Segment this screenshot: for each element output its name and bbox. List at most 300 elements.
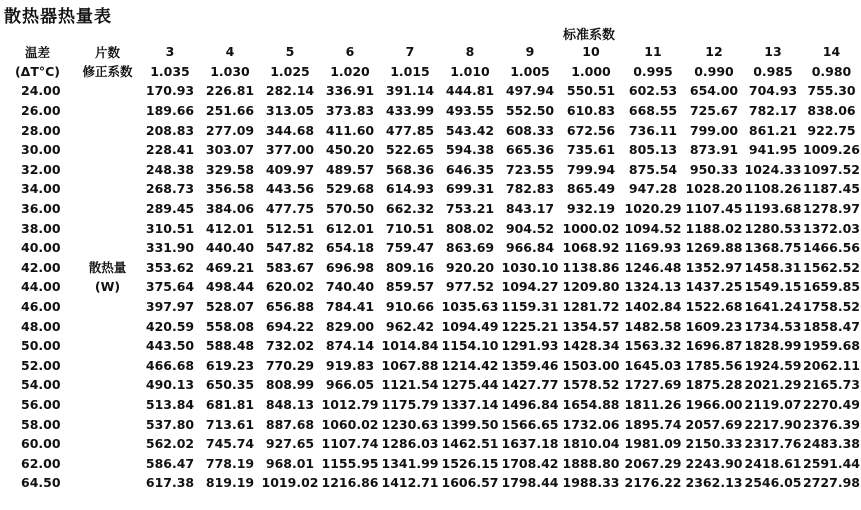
heat-value-cell: 1637.18 [501, 436, 559, 452]
temp-diff-cell: 58.00 [21, 416, 61, 432]
heat-value-cell: 1895.74 [624, 416, 682, 432]
heat-value-cell: 755.30 [807, 83, 856, 99]
heat-value-cell: 497.94 [505, 83, 555, 99]
heat-value-cell: 562.02 [145, 436, 195, 452]
heat-value-cell: 1758.52 [803, 299, 860, 315]
temp-diff-cell: 40.00 [21, 240, 61, 256]
heat-value-cell: 529.68 [325, 181, 375, 197]
heat-value-cell: 1645.03 [624, 357, 682, 373]
heat-value-cell: 336.91 [325, 83, 375, 99]
heat-value-cell: 1169.93 [624, 240, 682, 256]
heat-value-cell: 665.36 [505, 142, 555, 158]
temp-diff-cell: 60.00 [21, 436, 61, 452]
heat-value-cell: 2591.44 [803, 455, 860, 471]
heat-value-cell: 612.01 [325, 220, 375, 236]
heat-value-cell: 344.68 [265, 122, 315, 138]
section-count-cell: 3 [165, 44, 175, 60]
heat-value-cell: 1020.29 [624, 201, 682, 217]
heat-value-cell: 469.21 [205, 259, 255, 275]
heat-value-cell: 1609.23 [685, 318, 743, 334]
heat-value-cell: 391.14 [385, 83, 435, 99]
heat-value-cell: 1159.31 [501, 299, 559, 315]
heat-value-cell: 799.94 [566, 161, 616, 177]
heat-value-cell: 2176.22 [624, 475, 682, 491]
heat-value-cell: 170.93 [145, 83, 195, 99]
heat-value-cell: 1810.04 [562, 436, 620, 452]
heat-value-cell: 2270.49 [803, 396, 860, 412]
heat-value-cell: 228.41 [145, 142, 195, 158]
heat-value-cell: 477.85 [385, 122, 435, 138]
heat-value-cell: 303.07 [205, 142, 255, 158]
sections-label: 片数 [94, 44, 120, 60]
heat-value-cell: 522.65 [385, 142, 435, 158]
heat-value-cell: 594.38 [445, 142, 495, 158]
spacer-cell [75, 473, 140, 493]
spacer-cell [75, 120, 140, 140]
table-row [0, 473, 861, 493]
temp-diff-cell: 32.00 [21, 161, 61, 177]
table-row [0, 277, 861, 297]
standard-coefficient-label: 标准系数 [562, 28, 615, 43]
heat-value-cell: 1354.57 [562, 318, 620, 334]
heat-value-cell: 681.81 [205, 396, 255, 412]
heat-value-cell: 226.81 [205, 83, 255, 99]
correction-coefficient-cell: 1.020 [330, 63, 370, 79]
heat-value-cell: 977.52 [445, 279, 495, 295]
heat-value-cell: 498.44 [205, 279, 255, 295]
heat-output-table [0, 42, 861, 493]
heat-value-cell: 723.55 [505, 161, 555, 177]
heat-value-cell: 1734.53 [744, 318, 802, 334]
heat-value-cell: 1888.80 [562, 455, 620, 471]
heat-value-cell: 384.06 [205, 201, 255, 217]
heat-value-cell: 1427.77 [501, 377, 559, 393]
section-count-cell: 9 [525, 44, 535, 60]
heat-value-cell: 1216.86 [321, 475, 379, 491]
heat-value-cell: 1286.03 [381, 436, 439, 452]
table-row [0, 453, 861, 473]
heat-value-cell: 1732.06 [562, 416, 620, 432]
heat-value-cell: 843.17 [505, 201, 555, 217]
heat-value-cell: 808.99 [265, 377, 315, 393]
temp-diff-cell: 28.00 [21, 122, 61, 138]
heat-value-cell: 1496.84 [501, 396, 559, 412]
table-row [0, 414, 861, 434]
correction-coefficient-cell: 1.005 [510, 63, 550, 79]
spacer-cell [75, 356, 140, 376]
heat-value-cell: 710.51 [385, 220, 435, 236]
heat-value-cell: 547.82 [265, 240, 315, 256]
heat-value-cell: 873.91 [689, 142, 739, 158]
heat-value-cell: 656.88 [265, 299, 315, 315]
heat-value-cell: 654.18 [325, 240, 375, 256]
heat-value-cell: 1280.53 [744, 220, 802, 236]
heat-value-cell: 443.56 [265, 181, 315, 197]
heat-value-cell: 1696.87 [685, 338, 743, 354]
heat-value-cell: 610.83 [566, 103, 616, 119]
heat-value-cell: 620.02 [265, 279, 315, 295]
correction-coefficient-cell: 1.000 [571, 63, 611, 79]
heat-value-cell: 1028.20 [685, 181, 743, 197]
heat-value-cell: 672.56 [566, 122, 616, 138]
heat-value-cell: 1107.45 [685, 201, 743, 217]
table-row [0, 218, 861, 238]
heat-value-cell: 699.31 [445, 181, 495, 197]
header-row-coefficients [0, 62, 861, 82]
spacer-cell [75, 395, 140, 415]
heat-value-cell: 1578.52 [562, 377, 620, 393]
heat-value-cell: 570.50 [325, 201, 375, 217]
heat-value-cell: 1372.03 [803, 220, 860, 236]
heat-value-cell: 1269.88 [685, 240, 743, 256]
spacer-cell [75, 336, 140, 356]
heat-value-cell: 277.09 [205, 122, 255, 138]
section-count-cell: 8 [465, 44, 475, 60]
heat-value-cell: 1466.56 [803, 240, 860, 256]
heat-value-cell: 586.47 [145, 455, 195, 471]
heat-value-cell: 1654.88 [562, 396, 620, 412]
spacer-cell [75, 238, 140, 258]
heat-value-cell: 713.61 [205, 416, 255, 432]
heat-value-cell: 1094.49 [441, 318, 499, 334]
table-row [0, 297, 861, 317]
heat-value-cell: 489.57 [325, 161, 375, 177]
temp-diff-cell: 62.00 [21, 455, 61, 471]
heat-value-cell: 968.01 [265, 455, 315, 471]
temp-diff-cell: 54.00 [21, 377, 61, 393]
heat-value-cell: 2119.07 [744, 396, 802, 412]
heat-value-cell: 778.19 [205, 455, 255, 471]
heat-value-cell: 1337.14 [441, 396, 499, 412]
heat-value-cell: 1727.69 [624, 377, 682, 393]
heat-value-cell: 1324.13 [624, 279, 682, 295]
heat-value-cell: 650.35 [205, 377, 255, 393]
spacer-cell [75, 453, 140, 473]
spacer-cell [75, 375, 140, 395]
heat-value-cell: 450.20 [325, 142, 375, 158]
heat-value-cell: 1225.21 [501, 318, 559, 334]
heat-value-cell: 1798.44 [501, 475, 559, 491]
heat-value-cell: 848.13 [265, 396, 315, 412]
table-row [0, 375, 861, 395]
table-row [0, 140, 861, 160]
heat-value-cell: 1368.75 [744, 240, 802, 256]
heat-value-cell: 2317.76 [744, 436, 802, 452]
heat-value-cell: 759.47 [385, 240, 435, 256]
heat-value-cell: 1230.63 [381, 416, 439, 432]
heat-value-cell: 740.40 [325, 279, 375, 295]
heat-value-cell: 552.50 [505, 103, 555, 119]
heat-value-cell: 782.17 [748, 103, 798, 119]
heat-output-label: 散热量 [88, 260, 127, 276]
heat-value-cell: 1108.26 [744, 181, 802, 197]
heat-value-cell: 1094.27 [501, 279, 559, 295]
table-row [0, 238, 861, 258]
heat-value-cell: 310.51 [145, 220, 195, 236]
heat-value-cell: 1281.72 [562, 299, 620, 315]
heat-value-cell: 420.59 [145, 318, 195, 334]
heat-value-cell: 753.21 [445, 201, 495, 217]
heat-value-cell: 799.00 [689, 122, 739, 138]
heat-value-cell: 654.00 [689, 83, 739, 99]
heat-value-cell: 602.53 [628, 83, 678, 99]
heat-value-cell: 1024.33 [744, 161, 802, 177]
heat-value-cell: 920.20 [445, 259, 495, 275]
table-row [0, 199, 861, 219]
heat-value-cell: 1399.50 [441, 416, 499, 432]
heat-value-cell: 1785.56 [685, 357, 743, 373]
heat-value-cell: 1549.15 [744, 279, 802, 295]
section-count-cell: 10 [582, 44, 600, 60]
heat-value-cell: 904.52 [505, 220, 555, 236]
correction-coefficient-cell: 1.015 [390, 63, 430, 79]
section-count-cell: 13 [764, 44, 782, 60]
heat-output-unit: (W) [94, 279, 121, 295]
heat-value-cell: 2067.29 [624, 455, 682, 471]
heat-value-cell: 947.28 [628, 181, 678, 197]
heat-value-cell: 1097.52 [803, 161, 860, 177]
correction-coefficient-cell: 0.985 [753, 63, 793, 79]
section-count-cell: 5 [285, 44, 295, 60]
heat-value-cell: 282.14 [265, 83, 315, 99]
heat-value-cell: 1014.84 [381, 338, 439, 354]
heat-value-cell: 353.62 [145, 259, 195, 275]
heat-value-cell: 558.08 [205, 318, 255, 334]
heat-value-cell: 932.19 [566, 201, 616, 217]
heat-value-cell: 736.11 [628, 122, 678, 138]
heat-value-cell: 583.67 [265, 259, 315, 275]
table-row [0, 160, 861, 180]
temp-diff-cell: 26.00 [21, 103, 61, 119]
section-count-cell: 7 [405, 44, 415, 60]
heat-value-cell: 704.93 [748, 83, 798, 99]
correction-coefficient-cell: 1.025 [270, 63, 310, 79]
heat-value-cell: 2021.29 [744, 377, 802, 393]
section-count-cell: 6 [345, 44, 355, 60]
table-row [0, 81, 861, 101]
heat-value-cell: 1858.47 [803, 318, 860, 334]
heat-value-cell: 512.51 [265, 220, 315, 236]
correction-coefficient-cell: 0.980 [811, 63, 852, 79]
heat-value-cell: 2057.69 [685, 416, 743, 432]
heat-value-cell: 927.65 [265, 436, 315, 452]
heat-value-cell: 1187.45 [803, 181, 860, 197]
temp-diff-cell: 34.00 [21, 181, 61, 197]
table-row [0, 179, 861, 199]
heat-value-cell: 1566.65 [501, 416, 559, 432]
heat-value-cell: 1155.95 [321, 455, 379, 471]
heat-value-cell: 248.38 [145, 161, 195, 177]
heat-value-cell: 735.61 [566, 142, 616, 158]
spacer-cell [75, 218, 140, 238]
heat-value-cell: 725.67 [689, 103, 739, 119]
temp-diff-cell: 30.00 [21, 142, 61, 158]
table-row [0, 258, 861, 278]
heat-value-cell: 1291.93 [501, 338, 559, 354]
heat-value-cell: 331.90 [145, 240, 195, 256]
temp-diff-label: 温差 [24, 44, 50, 60]
heat-value-cell: 1193.68 [744, 201, 802, 217]
heat-value-cell: 1138.86 [562, 259, 620, 275]
heat-value-cell: 668.55 [628, 103, 678, 119]
heat-value-cell: 1959.68 [803, 338, 860, 354]
table-row [0, 101, 861, 121]
heat-value-cell: 696.98 [325, 259, 375, 275]
heat-value-cell: 1019.02 [261, 475, 319, 491]
heat-value-cell: 1437.25 [685, 279, 743, 295]
heat-value-cell: 1035.63 [441, 299, 499, 315]
heat-value-cell: 268.73 [145, 181, 195, 197]
heat-value-cell: 377.00 [265, 142, 315, 158]
heat-value-cell: 2376.39 [803, 416, 860, 432]
heat-value-cell: 466.68 [145, 357, 195, 373]
heat-value-cell: 490.13 [145, 377, 195, 393]
heat-value-cell: 1966.00 [685, 396, 743, 412]
heat-value-cell: 966.84 [505, 240, 555, 256]
table-row [0, 316, 861, 336]
correction-label: 修正系数 [82, 64, 133, 80]
heat-value-cell: 1278.97 [803, 201, 860, 217]
spacer-cell [75, 101, 140, 121]
heat-value-cell: 829.00 [325, 318, 375, 334]
heat-value-cell: 1009.26 [803, 142, 860, 158]
spacer-cell [75, 316, 140, 336]
heat-value-cell: 2150.33 [685, 436, 743, 452]
heat-value-cell: 966.05 [325, 377, 375, 393]
table-row [0, 120, 861, 140]
heat-value-cell: 1659.85 [803, 279, 860, 295]
table-row [0, 434, 861, 454]
heat-value-cell: 1708.42 [501, 455, 559, 471]
heat-value-cell: 1522.68 [685, 299, 743, 315]
heat-value-cell: 1246.48 [624, 259, 682, 275]
heat-value-cell: 1606.57 [441, 475, 499, 491]
heat-value-cell: 2483.38 [803, 436, 860, 452]
heat-value-cell: 1341.99 [381, 455, 439, 471]
heat-value-cell: 1275.44 [441, 377, 499, 393]
temp-diff-cell: 52.00 [21, 357, 61, 373]
heat-value-cell: 2217.90 [744, 416, 802, 432]
heat-value-cell: 745.74 [205, 436, 255, 452]
heat-value-cell: 2362.13 [685, 475, 743, 491]
section-count-cell: 12 [705, 44, 723, 60]
heat-value-cell: 1154.10 [441, 338, 499, 354]
correction-coefficient-cell: 0.995 [633, 63, 673, 79]
heat-value-cell: 2165.73 [803, 377, 860, 393]
spacer-cell [75, 434, 140, 454]
heat-value-cell: 1359.46 [501, 357, 559, 373]
heat-value-cell: 662.32 [385, 201, 435, 217]
spacer-cell [75, 81, 140, 101]
heat-value-cell: 543.42 [445, 122, 495, 138]
temp-diff-cell: 48.00 [21, 318, 61, 334]
heat-value-cell: 838.06 [807, 103, 856, 119]
heat-value-cell: 1094.52 [624, 220, 682, 236]
correction-coefficient-cell: 0.990 [694, 63, 734, 79]
heat-value-cell: 1503.00 [562, 357, 620, 373]
heat-value-cell: 251.66 [205, 103, 255, 119]
spacer-cell [75, 199, 140, 219]
temp-diff-cell: 38.00 [21, 220, 61, 236]
correction-coefficient-cell: 1.030 [210, 63, 250, 79]
heat-value-cell: 411.60 [325, 122, 375, 138]
heat-value-cell: 528.07 [205, 299, 255, 315]
heat-value-cell: 375.64 [145, 279, 195, 295]
temp-diff-cell: 50.00 [21, 338, 61, 354]
heat-value-cell: 808.02 [445, 220, 495, 236]
heat-value-cell: 588.48 [205, 338, 255, 354]
heat-value-cell: 1462.51 [441, 436, 499, 452]
heat-value-cell: 646.35 [445, 161, 495, 177]
temp-diff-cell: 46.00 [21, 299, 61, 315]
heat-value-cell: 922.75 [807, 122, 856, 138]
heat-value-cell: 782.83 [505, 181, 555, 197]
correction-coefficient-cell: 1.010 [450, 63, 490, 79]
heat-value-cell: 1428.34 [562, 338, 620, 354]
heat-value-cell: 1352.97 [685, 259, 743, 275]
heat-value-cell: 617.38 [145, 475, 195, 491]
heat-value-cell: 1214.42 [441, 357, 499, 373]
heat-value-cell: 1988.33 [562, 475, 620, 491]
heat-value-cell: 694.22 [265, 318, 315, 334]
heat-value-cell: 962.42 [385, 318, 435, 334]
heat-value-cell: 614.93 [385, 181, 435, 197]
table-body [0, 42, 861, 493]
heat-value-cell: 1000.02 [562, 220, 620, 236]
heat-value-cell: 619.23 [205, 357, 255, 373]
heat-value-cell: 329.58 [205, 161, 255, 177]
table-row [0, 336, 861, 356]
heat-value-cell: 356.58 [205, 181, 255, 197]
heat-value-cell: 1563.32 [624, 338, 682, 354]
heat-value-cell: 443.50 [145, 338, 195, 354]
heat-value-cell: 1811.26 [624, 396, 682, 412]
heat-value-cell: 732.02 [265, 338, 315, 354]
heat-value-cell: 875.54 [628, 161, 678, 177]
heat-value-cell: 1981.09 [624, 436, 682, 452]
heat-value-cell: 1067.88 [381, 357, 439, 373]
heat-value-cell: 941.95 [748, 142, 798, 158]
temp-diff-cell: 56.00 [21, 396, 61, 412]
page-title: 散热器热量表 [4, 7, 112, 27]
heat-value-cell: 493.55 [445, 103, 495, 119]
heat-value-cell: 1030.10 [501, 259, 559, 275]
heat-value-cell: 550.51 [566, 83, 616, 99]
heat-value-cell: 440.40 [205, 240, 255, 256]
heat-value-cell: 1121.54 [381, 377, 439, 393]
temp-unit-label: (ΔT°C) [14, 63, 61, 79]
heat-value-cell: 770.29 [265, 357, 315, 373]
temp-diff-cell: 42.00 [21, 259, 61, 275]
heat-value-cell: 1012.79 [321, 396, 379, 412]
heat-value-cell: 1641.24 [744, 299, 802, 315]
heat-value-cell: 412.01 [205, 220, 255, 236]
heat-value-cell: 397.97 [145, 299, 195, 315]
heat-value-cell: 2062.11 [803, 357, 860, 373]
spacer-cell [75, 414, 140, 434]
temp-diff-cell: 64.50 [21, 475, 61, 491]
heat-value-cell: 950.33 [689, 161, 739, 177]
heat-value-cell: 887.68 [265, 416, 315, 432]
heat-value-cell: 433.99 [385, 103, 435, 119]
heat-value-cell: 1412.71 [381, 475, 439, 491]
spacer-cell [75, 140, 140, 160]
heat-value-cell: 784.41 [325, 299, 375, 315]
spacer-cell [75, 160, 140, 180]
header-row-sections [0, 42, 861, 62]
heat-value-cell: 1402.84 [624, 299, 682, 315]
heat-value-cell: 1828.99 [744, 338, 802, 354]
